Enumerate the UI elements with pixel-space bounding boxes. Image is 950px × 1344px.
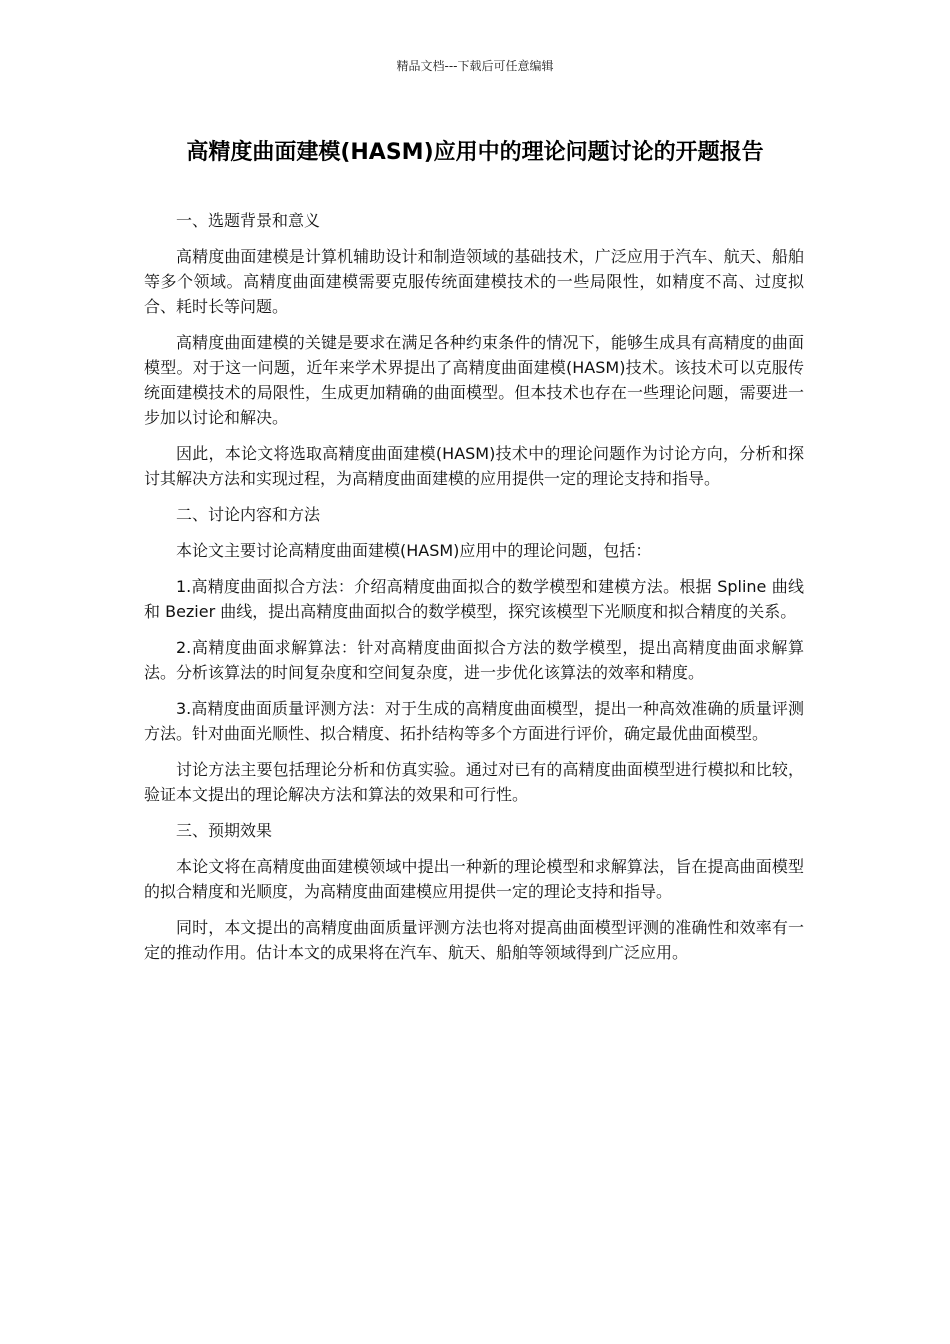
paragraph: 因此，本论文将选取高精度曲面建模(HASM)技术中的理论问题作为讨论方向，分析和探讨其解决方法和实现过程，为高精度曲面建模的应用提供一定的理论支持和指导。 (144, 444, 804, 488)
paragraph: 高精度曲面建模是计算机辅助设计和制造领域的基础技术，广泛应用于汽车、航天、船舶等多个领域。高精度曲面建模需要克服传统面建模技术的一些局限性，如精度不高、过度拟合、耗时长等问题。 (144, 247, 804, 316)
paragraph: 本论文将在高精度曲面建模领域中提出一种新的理论模型和求解算法，旨在提高曲面模型的拟合精度和光顺度，为高精度曲面建模应用提供一定的理论支持和指导。 (144, 857, 804, 901)
section-heading-background: 一、选题背景和意义 (176, 211, 321, 230)
list-item-fitting-method: 1.高精度曲面拟合方法：介绍高精度曲面拟合的数学模型和建模方法。根据 Spline 曲线和 Bezier 曲线，提出高精度曲面拟合的数学模型，探究该模型下光顺度和拟合精度的关系。 (144, 577, 804, 621)
header-note: 精品文档---下载后可任意编辑 (396, 59, 554, 73)
paragraph: 同时，本文提出的高精度曲面质量评测方法也将对提高曲面模型评测的准确性和效率有一定的推动作用。估计本文的成果将在汽车、航天、船舶等领域得到广泛应用。 (144, 918, 804, 962)
document-title: 高精度曲面建模(HASM)应用中的理论问题讨论的开题报告 (186, 140, 764, 165)
paragraph: 本论文主要讨论高精度曲面建模(HASM)应用中的理论问题，包括： (176, 541, 652, 560)
paragraph: 高精度曲面建模的关键是要求在满足各种约束条件的情况下，能够生成具有高精度的曲面模型。对于这一问题，近年来学术界提出了高精度曲面建模(HASM)技术。该技术可以克服传统面建模技术的局限性，生成更加精确的曲面模型。但本技术也存在一些理论问题，需要进一步加以讨论和解决。 (144, 333, 804, 427)
paragraph: 讨论方法主要包括理论分析和仿真实验。通过对已有的高精度曲面模型进行模拟和比较，验证本文提出的理论解决方法和算法的效果和可行性。 (144, 760, 804, 804)
list-item-quality-evaluation: 3.高精度曲面质量评测方法：对于生成的高精度曲面模型，提出一种高效准确的质量评测方法。针对曲面光顺性、拟合精度、拓扑结构等多个方面进行评价，确定最优曲面模型。 (144, 699, 804, 743)
list-item-solving-algorithm: 2.高精度曲面求解算法：针对高精度曲面拟合方法的数学模型，提出高精度曲面求解算法。分析该算法的时间复杂度和空间复杂度，进一步优化该算法的效率和精度。 (144, 638, 804, 682)
document-body (144, 208, 804, 976)
section-heading-expected-results: 三、预期效果 (176, 821, 273, 840)
section-heading-content-method: 二、讨论内容和方法 (176, 505, 321, 524)
